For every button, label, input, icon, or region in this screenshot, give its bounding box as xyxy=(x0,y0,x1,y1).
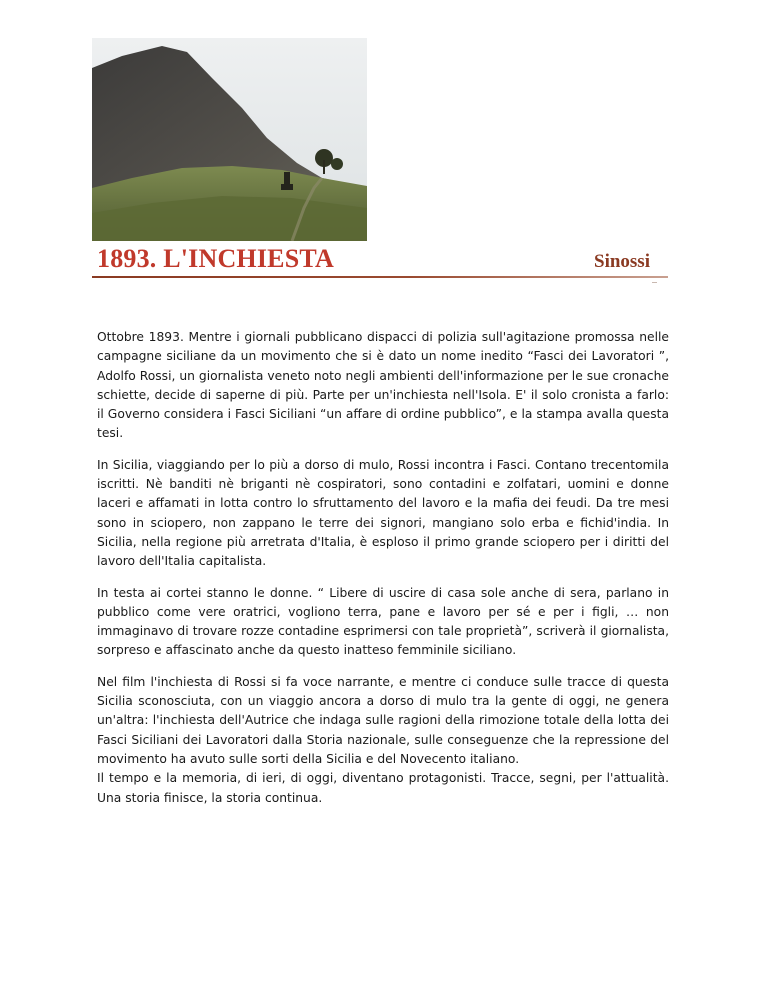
paragraph: Il tempo e la memoria, di ieri, di oggi, diventano protagonisti. Tracce, segni, per l'attualità. Una storia finisce, la storia continua. xyxy=(97,771,669,805)
paragraph: Ottobre 1893. Mentre i giornali pubblicano dispacci di polizia sull'agitazione promossa nelle campagne siciliane da un movimento che si è dato un nome inedito “Fasci dei Lavoratori ”, Adolfo Rossi, un giornalista veneto noto negli ambienti dell'informazione per le sue cronache schiette, decide di saperne di più. Parte per un'inchiesta nell'Isola. E' il solo cronista a farlo: il Governo considera i Fasci Siciliani “un affare di ordine pubblico”, e la stampa avalla questa tesi. xyxy=(97,330,669,441)
paragraph: In testa ai cortei stanno le donne. “ Libere di uscire di casa sole anche di sera, parlano in pubblico come vere oratrici, vogliono terra, pane e lavoro per sé e per i figli, … non immaginavo di trovare rozze contadine esprimersi con tale proprietà”, scriverà il giornalista, sorpreso e affascinato anche da questo inatteso femminile siciliano. xyxy=(97,585,669,658)
title-divider xyxy=(92,276,668,278)
landscape-photo-icon xyxy=(92,38,367,241)
landscape-photo xyxy=(92,38,367,241)
synopsis-text xyxy=(97,328,669,808)
section-label: Sinossi xyxy=(594,251,650,272)
page-title: 1893. L'INCHIESTA xyxy=(97,244,334,273)
divider-mark xyxy=(652,282,657,283)
paragraph: In Sicilia, viaggiando per lo più a dorso di mulo, Rossi incontra i Fasci. Contano trecentomila iscritti. Nè banditi nè briganti nè cospiratori, sono contadini e zolfatari, uomini e donne laceri e affamati in lotta contro lo sfruttamento del lavoro e la mafia dei feudi. Da tre mesi sono in sciopero, non zappano le terre dei signori, mangiano solo erba e fichid'india. In Sicilia, nella regione più arretrata d'Italia, è esploso il primo grande sciopero per i diritti del lavoro dell'Italia capitalista. xyxy=(97,457,669,569)
paragraph: Nel film l'inchiesta di Rossi si fa voce narrante, e mentre ci conduce sulle tracce di questa Sicilia sconosciuta, con un viaggio ancora a dorso di mulo tra la gente di oggi, ne genera un'altra: l'inchiesta dell'Autrice che indaga sulle ragioni della rimozione totale della lotta dei Fasci Siciliani dei Lavoratori dalla Storia nazionale, sulle conseguenze che la repressione del movimento ha avuto sulle sorti della Sicilia e del Novecento italiano. xyxy=(97,674,669,766)
